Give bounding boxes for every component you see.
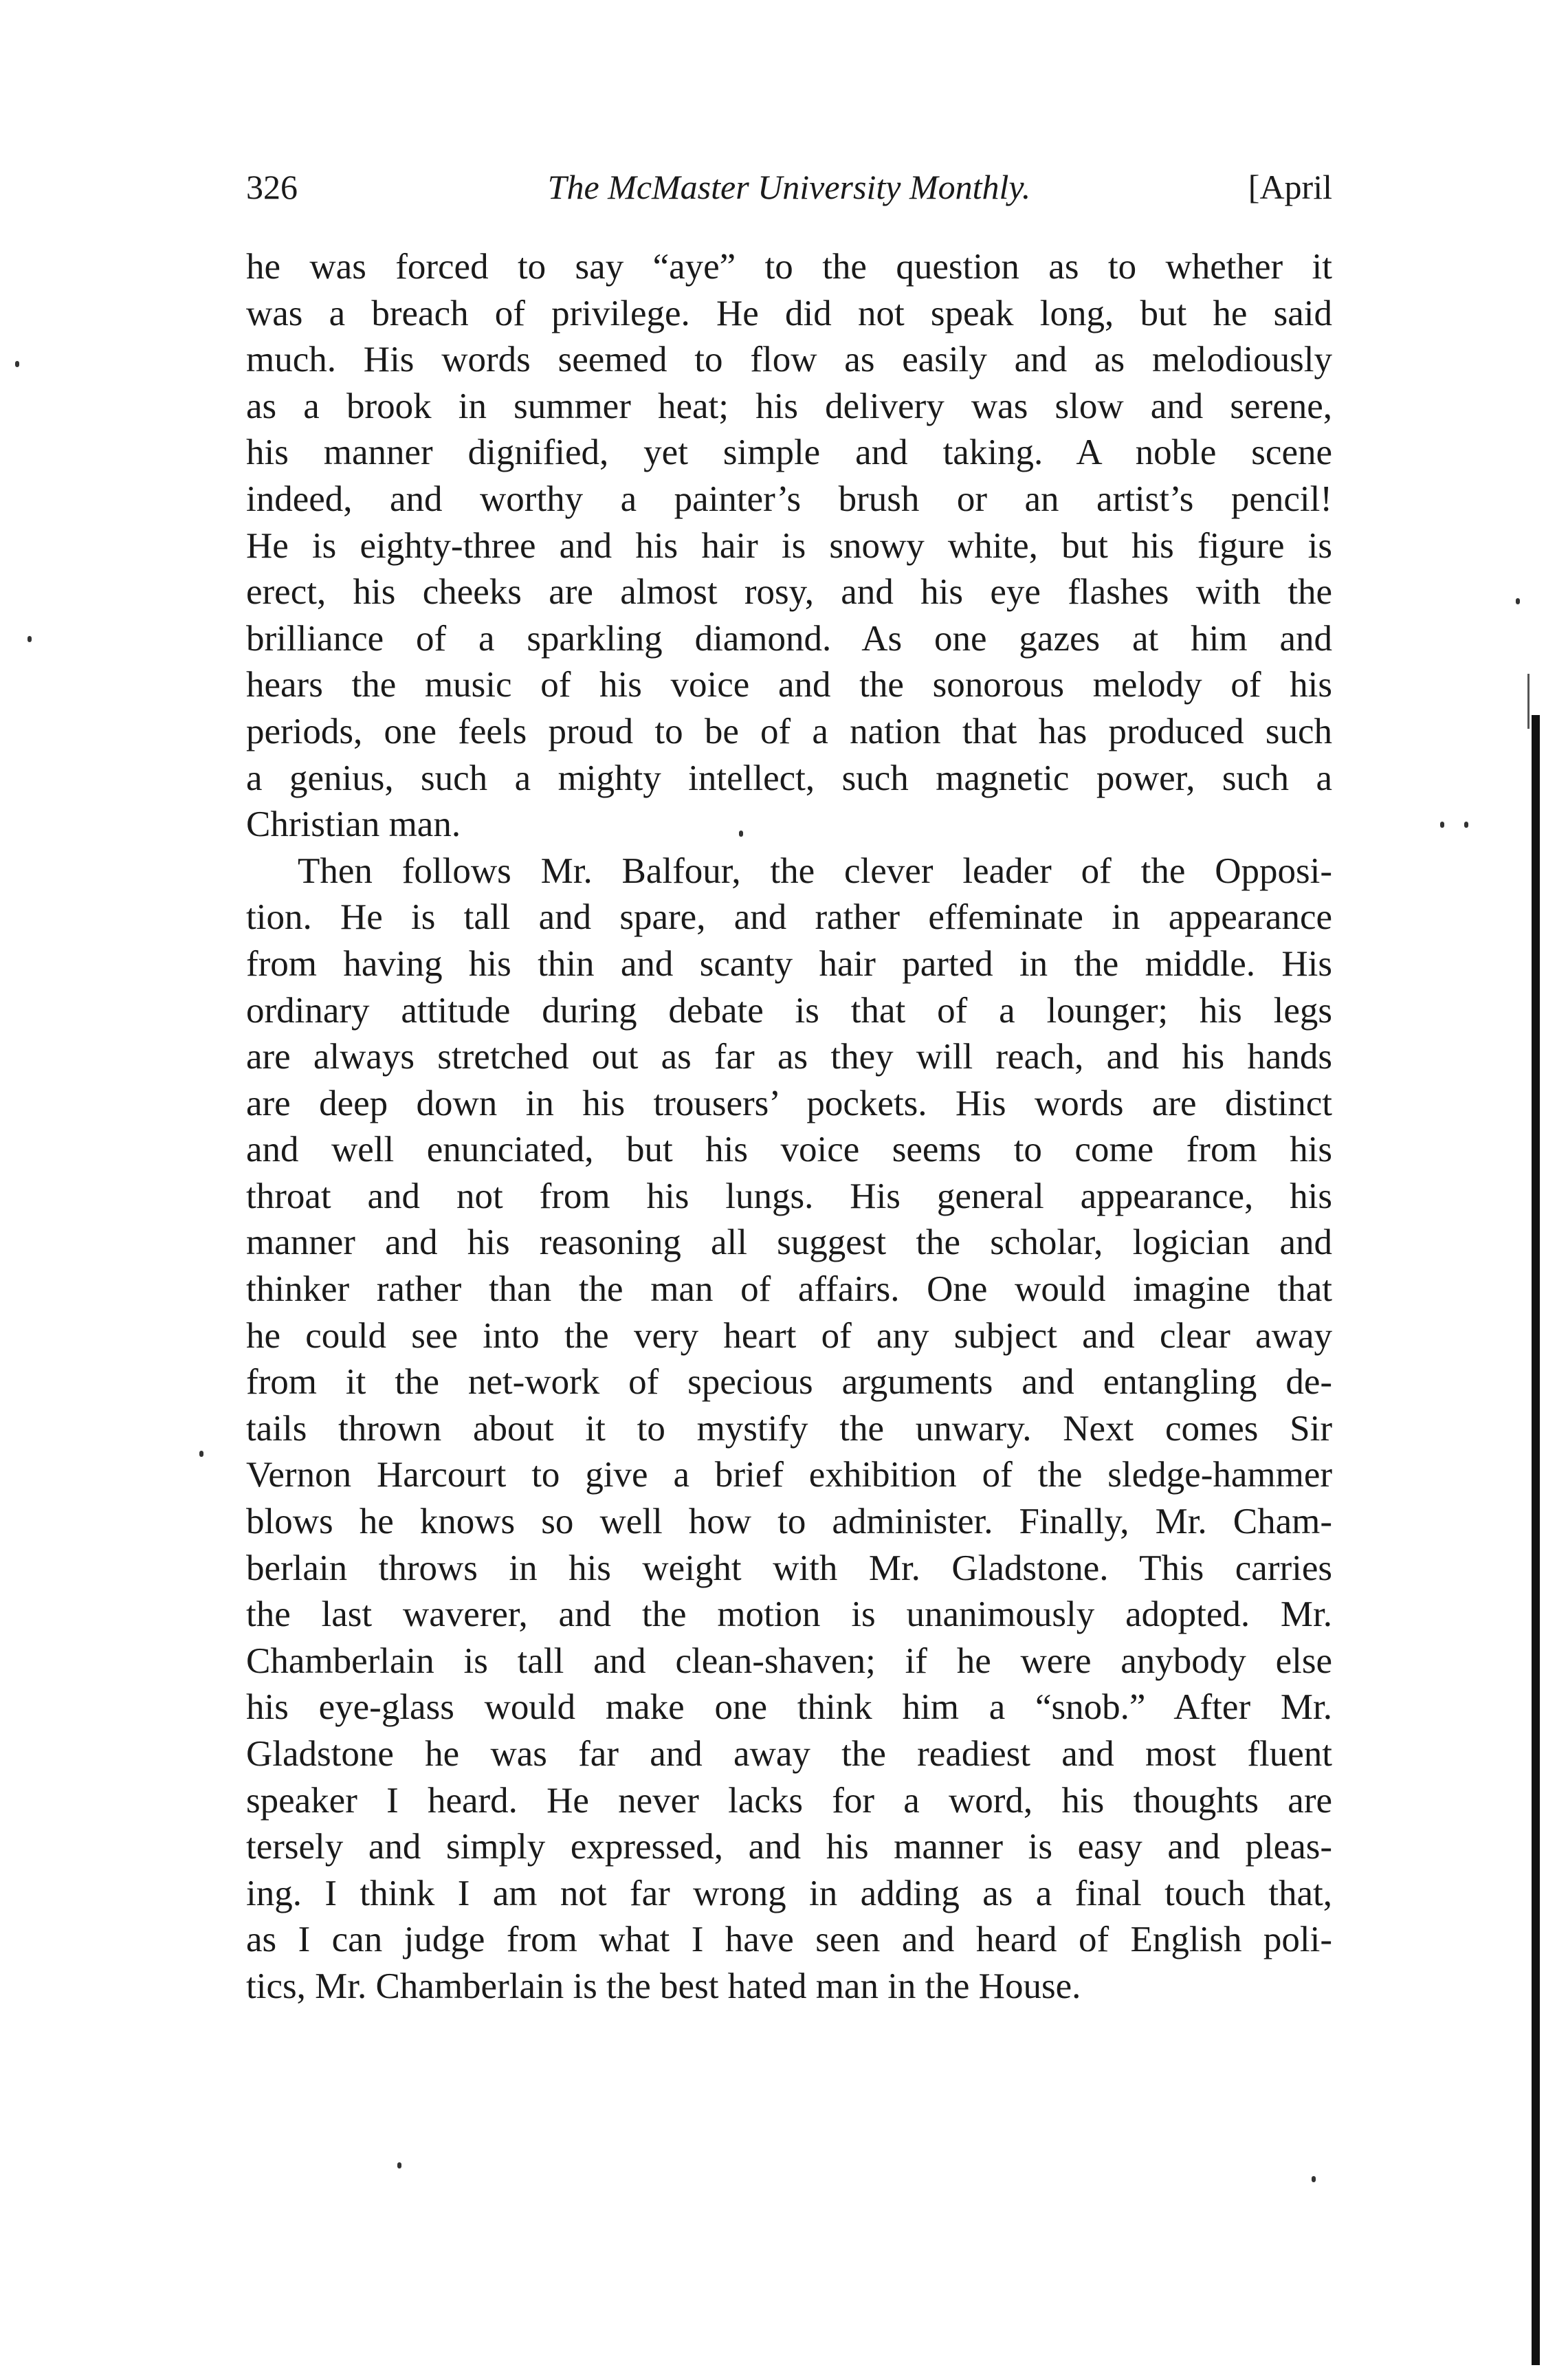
- text-line: tics, Mr. Chamberlain is the best hated man in the House.: [246, 1966, 1081, 2006]
- issue-month: [April: [1248, 168, 1332, 206]
- text-line: ing. I think I am not far wrong in adding as a final touch that,: [246, 1873, 1332, 1913]
- scan-speck: [739, 831, 743, 837]
- text-line: Gladstone he was far and away the readiest and most fluent: [246, 1734, 1332, 1774]
- text-line: Vernon Harcourt to give a brief exhibition of the sledge-hammer: [246, 1455, 1332, 1495]
- article-body: [246, 244, 1332, 2010]
- text-line: speaker I heard. He never lacks for a word, his thoughts are: [246, 1780, 1332, 1821]
- text-line: hears the music of his voice and the sonorous melody of his: [246, 665, 1332, 705]
- text-line: as a brook in summer heat; his delivery was slow and serene,: [246, 386, 1332, 426]
- text-line: berlain throws in his weight with Mr. Gladstone. This carries: [246, 1548, 1332, 1588]
- running-head: [246, 160, 1332, 215]
- journal-title: The McMaster University Monthly.: [547, 168, 1031, 206]
- paragraph: [246, 244, 1332, 848]
- text-line: his eye-glass would make one think him a “snob.” After Mr.: [246, 1687, 1332, 1728]
- text-line: periods, one feels proud to be of a nation that has produced such: [246, 711, 1332, 751]
- scan-edge-shadow: [1532, 715, 1540, 2365]
- page-number: 326: [246, 168, 298, 206]
- text-line: tion. He is tall and spare, and rather effeminate in appearance: [246, 897, 1332, 938]
- text-line: was a breach of privilege. He did not speak long, but he said: [246, 293, 1332, 333]
- scan-speck: [15, 361, 19, 367]
- text-line: Christian man.: [246, 804, 461, 845]
- text-line: thinker rather than the man of affairs. One would imagine that: [246, 1269, 1332, 1310]
- text-line: tails thrown about it to mystify the unwary. Next comes Sir: [246, 1408, 1332, 1449]
- text-line: from having his thin and scanty hair parted in the middle. His: [246, 943, 1332, 984]
- text-line: ordinary attitude during debate is that of a lounger; his legs: [246, 990, 1332, 1031]
- text-line: brilliance of a sparkling diamond. As one gazes at him and: [246, 618, 1332, 659]
- text-line: blows he knows so well how to administer. Finally, Mr. Cham-: [246, 1502, 1332, 1542]
- text-line: throat and not from his lungs. His general appearance, his: [246, 1176, 1332, 1216]
- text-line: as I can judge from what I have seen and heard of English poli-: [246, 1920, 1332, 1960]
- text-line: indeed, and worthy a painter’s brush or an artist’s pencil!: [246, 479, 1332, 519]
- scan-speck: [1464, 822, 1468, 828]
- text-line: tersely and simply expressed, and his manner is easy and pleas-: [246, 1827, 1332, 1867]
- scan-speck: [397, 2162, 401, 2168]
- text-line: Chamberlain is tall and clean-shaven; if he were anybody else: [246, 1640, 1332, 1681]
- scan-edge-shadow: [1527, 674, 1530, 729]
- text-line: He is eighty-three and his hair is snowy white, but his figure is: [246, 525, 1332, 566]
- text-line: erect, his cheeks are almost rosy, and his eye flashes with the: [246, 572, 1332, 613]
- text-line: Then follows Mr. Balfour, the clever leader of the Opposi-: [298, 850, 1332, 891]
- text-line: manner and his reasoning all suggest the scholar, logician and: [246, 1222, 1332, 1263]
- scan-speck: [1312, 2176, 1316, 2182]
- scan-speck: [1516, 598, 1520, 604]
- text-line: a genius, such a mighty intellect, such magnetic power, such a: [246, 758, 1332, 798]
- text-line: he could see into the very heart of any subject and clear away: [246, 1315, 1332, 1356]
- text-line: the last waverer, and the motion is unanimously adopted. Mr.: [246, 1594, 1332, 1635]
- text-line: are deep down in his trousers’ pockets. His words are distinct: [246, 1083, 1332, 1123]
- scan-speck: [1440, 822, 1444, 828]
- text-line: his manner dignified, yet simple and taking. A noble scene: [246, 432, 1332, 473]
- text-line: and well enunciated, but his voice seems to come from his: [246, 1130, 1332, 1170]
- text-line: are always stretched out as far as they will reach, and his hands: [246, 1037, 1332, 1077]
- text-line: much. His words seemed to flow as easily and as melodiously: [246, 340, 1332, 380]
- text-line: from it the net-work of specious arguments and entangling de-: [246, 1362, 1332, 1403]
- scan-speck: [199, 1451, 203, 1457]
- scan-speck: [27, 636, 32, 642]
- text-line: he was forced to say “aye” to the question as to whether it: [246, 247, 1332, 287]
- paragraph: [246, 848, 1332, 2010]
